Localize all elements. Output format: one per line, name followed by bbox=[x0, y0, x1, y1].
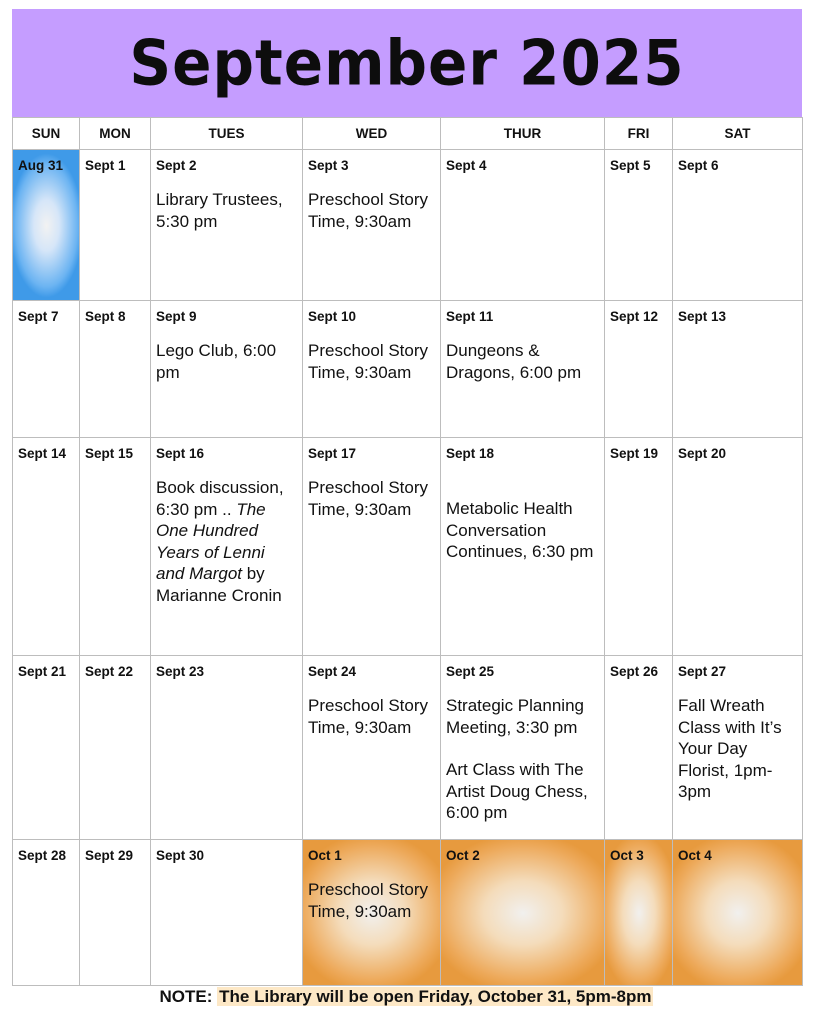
day-cell-sept-8 bbox=[80, 301, 151, 438]
day-date: Sept 25 bbox=[446, 664, 495, 679]
weekday-fri: FRI bbox=[605, 118, 673, 150]
day-date: Oct 2 bbox=[446, 848, 480, 863]
day-cell-sept-25 bbox=[441, 656, 605, 840]
day-date: Sept 22 bbox=[85, 664, 134, 679]
note-text: The Library will be open Friday, October 31, 5pm-8pm bbox=[219, 987, 652, 1006]
event-library-trustees: Library Trustees, 5:30 pm bbox=[156, 190, 283, 231]
day-cell-sept-1 bbox=[80, 150, 151, 301]
day-cell-sept-9 bbox=[151, 301, 303, 438]
day-date: Sept 6 bbox=[678, 158, 719, 173]
day-cell-sept-19 bbox=[605, 438, 673, 656]
day-date: Aug 31 bbox=[18, 158, 64, 173]
day-cell-sept-27 bbox=[673, 656, 803, 840]
day-date: Sept 23 bbox=[156, 664, 205, 679]
day-date: Sept 21 bbox=[18, 664, 67, 679]
day-cell-sept-18 bbox=[441, 438, 605, 656]
event-preschool-story-time: Preschool Story Time, 9:30am bbox=[308, 341, 428, 382]
week-row-3 bbox=[13, 438, 803, 656]
day-date: Sept 17 bbox=[308, 446, 357, 461]
day-cell-sept-21 bbox=[13, 656, 80, 840]
day-date: Sept 27 bbox=[678, 664, 727, 679]
weekday-sun: SUN bbox=[13, 118, 80, 150]
day-cell-sept-3 bbox=[303, 150, 441, 301]
day-date: Sept 29 bbox=[85, 848, 134, 863]
day-cell-oct-2 bbox=[441, 840, 605, 986]
day-cell-sept-15 bbox=[80, 438, 151, 656]
event-preschool-story-time: Preschool Story Time, 9:30am bbox=[308, 190, 428, 231]
day-cell-sept-24 bbox=[303, 656, 441, 840]
day-date: Sept 7 bbox=[18, 309, 59, 324]
day-date: Sept 13 bbox=[678, 309, 727, 324]
day-date: Sept 4 bbox=[446, 158, 487, 173]
day-cell-sept-17 bbox=[303, 438, 441, 656]
day-date: Sept 15 bbox=[85, 446, 134, 461]
day-date: Oct 1 bbox=[308, 848, 342, 863]
day-date: Sept 19 bbox=[610, 446, 659, 461]
day-cell-sept-10 bbox=[303, 301, 441, 438]
weekday-header-row bbox=[13, 118, 803, 150]
day-cell-sept-22 bbox=[80, 656, 151, 840]
week-row-1 bbox=[13, 150, 803, 301]
calendar-grid bbox=[12, 117, 803, 986]
event-preschool-story-time: Preschool Story Time, 9:30am bbox=[308, 478, 428, 519]
day-cell-sept-28 bbox=[13, 840, 80, 986]
event-preschool-story-time: Preschool Story Time, 9:30am bbox=[308, 880, 428, 921]
weekday-tues: TUES bbox=[151, 118, 303, 150]
note-label: NOTE: bbox=[159, 987, 213, 1006]
day-date: Sept 9 bbox=[156, 309, 197, 324]
day-cell-oct-4 bbox=[673, 840, 803, 986]
event-lego-club: Lego Club, 6:00 pm bbox=[156, 341, 277, 382]
week-row-2 bbox=[13, 301, 803, 438]
day-cell-sept-26 bbox=[605, 656, 673, 840]
day-cell-oct-3 bbox=[605, 840, 673, 986]
day-cell-sept-23 bbox=[151, 656, 303, 840]
calendar-title-banner bbox=[12, 9, 802, 117]
day-date: Sept 16 bbox=[156, 446, 205, 461]
event-book-discussion bbox=[156, 477, 297, 606]
day-cell-sept-16 bbox=[151, 438, 303, 656]
day-date: Sept 3 bbox=[308, 158, 349, 173]
book-title: The One Hundred Years of Lenni and Margot bbox=[156, 499, 266, 583]
book-author: by Marianne Cronin bbox=[156, 564, 282, 605]
weekday-thur: THUR bbox=[441, 118, 605, 150]
event-fall-wreath-class: Fall Wreath Class with It’s Your Day Florist, 1pm-3pm bbox=[678, 696, 782, 801]
day-cell-sept-14 bbox=[13, 438, 80, 656]
day-date: Sept 8 bbox=[85, 309, 126, 324]
day-date: Sept 18 bbox=[446, 446, 495, 461]
week-row-4 bbox=[13, 656, 803, 840]
day-cell-sept-5 bbox=[605, 150, 673, 301]
event-preschool-story-time: Preschool Story Time, 9:30am bbox=[308, 696, 428, 737]
day-date: Sept 14 bbox=[18, 446, 67, 461]
day-cell-sept-4 bbox=[441, 150, 605, 301]
calendar-title: September 2025 bbox=[129, 26, 685, 100]
event-art-class: Art Class with The Artist Doug Chess, 6:00 pm bbox=[446, 760, 588, 822]
day-cell-sept-2 bbox=[151, 150, 303, 301]
day-date: Sept 24 bbox=[308, 664, 357, 679]
day-cell-sept-29 bbox=[80, 840, 151, 986]
day-date: Sept 5 bbox=[610, 158, 651, 173]
day-cell-sept-30 bbox=[151, 840, 303, 986]
day-cell-sept-11 bbox=[441, 301, 605, 438]
day-date: Sept 30 bbox=[156, 848, 205, 863]
day-date: Oct 3 bbox=[610, 848, 644, 863]
day-date: Sept 20 bbox=[678, 446, 727, 461]
book-discussion-prefix: Book discussion, 6:30 pm .. bbox=[156, 478, 284, 519]
day-cell-sept-6 bbox=[673, 150, 803, 301]
day-date: Oct 4 bbox=[678, 848, 712, 863]
weekday-sat: SAT bbox=[673, 118, 803, 150]
day-date: Sept 12 bbox=[610, 309, 659, 324]
event-metabolic-health: Metabolic Health Conversation Continues, 6:30 pm bbox=[446, 499, 594, 561]
weekday-wed: WED bbox=[303, 118, 441, 150]
day-cell-aug-31 bbox=[13, 150, 80, 301]
day-date: Sept 1 bbox=[85, 158, 126, 173]
event-strategic-planning: Strategic Planning Meeting, 3:30 pm bbox=[446, 696, 584, 737]
day-date: Sept 11 bbox=[446, 309, 494, 324]
day-cell-sept-7 bbox=[13, 301, 80, 438]
day-date: Sept 26 bbox=[610, 664, 659, 679]
weekday-mon: MON bbox=[80, 118, 151, 150]
day-date: Sept 2 bbox=[156, 158, 197, 173]
event-dungeons-and-dragons: Dungeons & Dragons, 6:00 pm bbox=[446, 341, 582, 382]
day-cell-sept-13 bbox=[673, 301, 803, 438]
day-date: Sept 28 bbox=[18, 848, 67, 863]
day-date: Sept 10 bbox=[308, 309, 357, 324]
day-cell-oct-1 bbox=[303, 840, 441, 986]
day-cell-sept-12 bbox=[605, 301, 673, 438]
day-cell-sept-20 bbox=[673, 438, 803, 656]
week-row-5 bbox=[13, 840, 803, 986]
footer-note bbox=[0, 986, 813, 1008]
